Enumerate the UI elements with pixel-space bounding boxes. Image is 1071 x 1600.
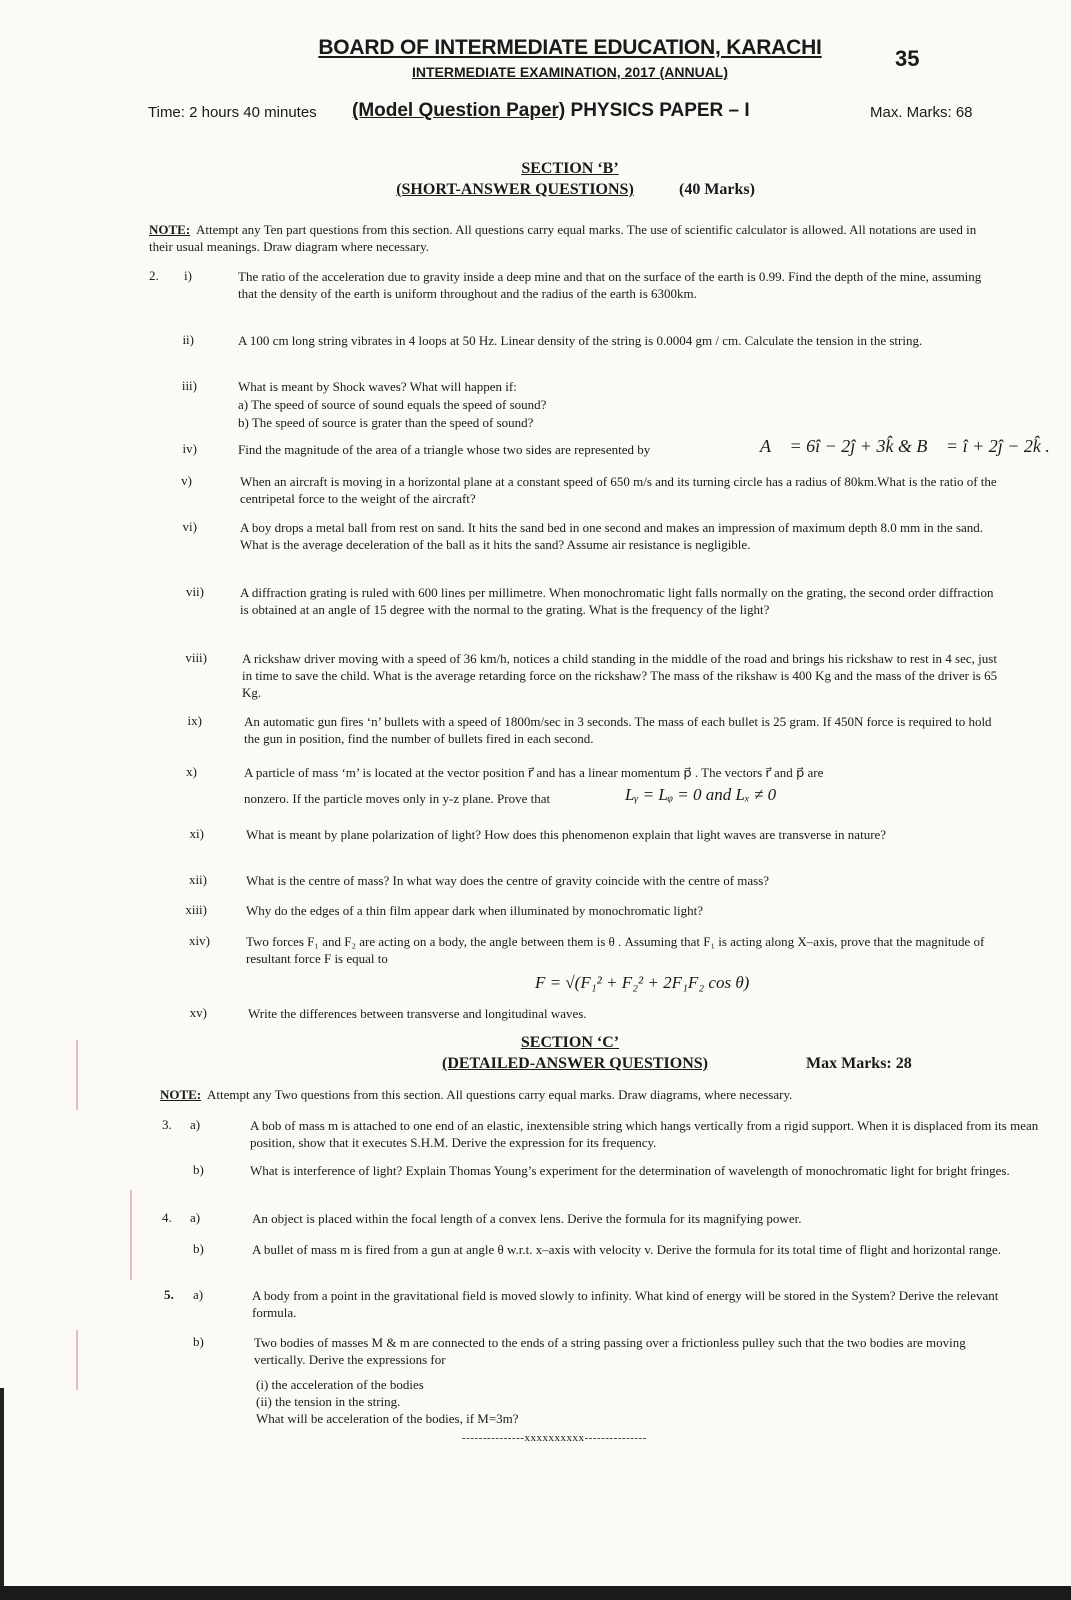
section-b-subtitle: (SHORT-ANSWER QUESTIONS)	[396, 181, 634, 198]
part-sub-a: a) The speed of source of sound equals the speed of sound?	[238, 397, 547, 412]
part-label: xi)	[189, 826, 204, 841]
part-sub-b: b) The speed of source is grater than the speed of sound?	[238, 415, 534, 430]
section-c-note	[160, 1086, 980, 1103]
margin-mark	[76, 1330, 78, 1390]
part-label: v)	[181, 473, 192, 488]
scan-edge	[0, 1388, 4, 1600]
part-text: An object is placed within the focal length of a convex lens. Derive the formula for its magnifying power.	[252, 1211, 802, 1226]
sub-item: (ii) the tension in the string.	[256, 1394, 401, 1409]
part-text: Two forces F₁ and F₂ are acting on a body, the angle between them is θ . Assuming that F₁ is acting along X–axis, prove that the magnitude of resultant force F is equal to	[246, 934, 985, 966]
margin-mark	[130, 1190, 132, 1280]
note-label: NOTE:	[160, 1087, 202, 1102]
part-label: xv)	[189, 1005, 207, 1020]
part-label: a)	[190, 1210, 201, 1225]
part-text: When an aircraft is moving in a horizontal plane at a constant speed of 650 m/s and its turning circle has a radius of 80km.What is the ratio of the centripetal force to the weight of the aircraft?	[240, 474, 997, 506]
part-label: vi)	[182, 519, 197, 534]
section-b-title: SECTION ‘B’	[521, 160, 619, 177]
page-number: 35	[895, 46, 920, 71]
part-label: xiii)	[185, 902, 207, 917]
part-text: Two bodies of masses M & m are connected to the ends of a string passing over a frictionless pulley such that the two bodies are moving vertically. Derive the expressions for	[254, 1335, 966, 1367]
question-number: 4.	[162, 1210, 172, 1225]
part-text: What is meant by plane polarization of light? How does this phenomenon explain that light waves are transverse in nature?	[246, 827, 887, 842]
resultant-force-formula: F = √(F₁² + F₂² + 2F₁F₂ cos θ)	[535, 973, 750, 992]
part-text-continued: nonzero. If the particle moves only in y-z plane. Prove that	[244, 791, 551, 806]
section-b-marks: (40 Marks)	[679, 181, 755, 198]
section-c-title: SECTION ‘C’	[520, 1034, 620, 1051]
note-label: NOTE:	[149, 222, 191, 237]
part-text: A bob of mass m is attached to one end of an elastic, inextensible string which hangs vertically from a rigid support. When it is displaced from its mean position, show that it executes S.H.M. Derive the expression for its frequency.	[250, 1118, 1039, 1150]
part-label: b)	[193, 1241, 204, 1256]
time-allowed: Time: 2 hours 40 minutes	[148, 104, 317, 121]
question-number: 2.	[149, 268, 159, 283]
part-label: viii)	[185, 650, 207, 665]
part-text: A bullet of mass m is fired from a gun at angle θ w.r.t. x–axis with velocity v. Derive the formula for its total time of flight and horizontal range.	[252, 1242, 1001, 1257]
part-label: b)	[193, 1334, 204, 1349]
part-text: A diffraction grating is ruled with 600 lines per millimetre. When monochromatic light falls normally on the grating, the second order diffraction is obtained at an angle of 15 degree with the normal to the grating. What is the frequency of the light?	[240, 585, 994, 617]
part-text: What is interference of light? Explain Thomas Young’s experiment for the determination of wavelength of monochromatic light for bright fringes.	[250, 1163, 1010, 1178]
part-text: Why do the edges of a thin film appear dark when illuminated by monochromatic light?	[246, 903, 704, 918]
board-title: BOARD OF INTERMEDIATE EDUCATION, KARACHI	[318, 36, 822, 59]
part-text: A body from a point in the gravitational field is moved slowly to infinity. What kind of energy will be stored in the System? Derive the relevant formula.	[252, 1288, 999, 1320]
section-c-subtitle: (DETAILED-ANSWER QUESTIONS)	[442, 1055, 708, 1072]
part-label: vii)	[185, 584, 204, 599]
exam-title: INTERMEDIATE EXAMINATION, 2017 (ANNUAL)	[411, 64, 729, 80]
part-label: iii)	[181, 378, 197, 393]
part-label: a)	[193, 1287, 204, 1302]
part-text: An automatic gun fires ‘n’ bullets with a speed of 1800m/sec in 3 seconds. The mass of each bullet is 25 gram. If 450N force is required to hold the gun in position, find the number of bullets fired in each second.	[244, 714, 992, 746]
part-text: What is the centre of mass? In what way does the centre of gravity coincide with the centre of mass?	[246, 873, 770, 888]
section-c-marks: Max Marks: 28	[806, 1055, 912, 1072]
note-text: Attempt any Two questions from this section. All questions carry equal marks. Draw diagrams, where necessary.	[206, 1087, 793, 1102]
end-marker: ---------------xxxxxxxxxx---------------	[462, 1432, 647, 1444]
final-question: What will be acceleration of the bodies, if M=3m?	[256, 1411, 519, 1426]
paper-title-subject: PHYSICS PAPER – I	[565, 100, 750, 121]
part-label: iv)	[182, 441, 197, 456]
paper-title	[352, 100, 750, 122]
scan-bottom-edge	[0, 1586, 1071, 1600]
vector-formula: A⃗ = 6î − 2ĵ + 3k̂ & B⃗ = î + 2ĵ − 2k̂ .	[760, 436, 1050, 456]
question-number: 3.	[162, 1117, 172, 1132]
part-label: ii)	[182, 332, 194, 347]
margin-mark	[76, 1040, 78, 1110]
part-text: The ratio of the acceleration due to gravity inside a deep mine and that on the surface of the earth is 0.99. Find the depth of the mine, assuming that the density of the earth is uniform throughout and the radius of the earth is 6300km.	[238, 269, 982, 301]
part-text: A 100 cm long string vibrates in 4 loops at 50 Hz. Linear density of the string is 0.0004 gm / cm. Calculate the tension in the string.	[238, 333, 923, 348]
part-label: ix)	[187, 713, 202, 728]
part-label: b)	[193, 1162, 204, 1177]
note-text: Attempt any Ten part questions from this section. All questions carry equal marks. The use of scientific calculator is allowed. All notations are used in their usual meanings. Draw diagram where necessary.	[149, 222, 977, 254]
part-label: x)	[186, 764, 197, 779]
sub-item: (i) the acceleration of the bodies	[256, 1377, 424, 1392]
paper-title-model: (Model Question Paper)	[352, 100, 566, 121]
part-text: A rickshaw driver moving with a speed of 36 km/h, notices a child standing in the middle of the road and brings his rickshaw to rest in 4 sec, just in time to save the child. What is the average retarding force on the rickshaw? The mass of the rikshaw is 400 Kg and the mass of the driver is 65 Kg.	[242, 651, 998, 700]
angular-momentum-formula: Lᵧ = Lᵩ = 0 and Lₓ ≠ 0	[625, 785, 777, 804]
part-label: xiv)	[189, 933, 210, 948]
part-text: A particle of mass ‘m’ is located at the vector position r⃗ and has a linear momentum p⃗ . The vectors r⃗ and p⃗ are	[244, 765, 824, 780]
part-text: Find the magnitude of the area of a triangle whose two sides are represented by	[238, 442, 651, 457]
part-text: Write the differences between transverse and longitudinal waves.	[248, 1006, 587, 1021]
part-label: a)	[190, 1117, 201, 1132]
part-text: What is meant by Shock waves? What will happen if:	[238, 379, 517, 394]
max-marks: Max. Marks: 68	[870, 104, 973, 121]
part-label: i)	[184, 268, 192, 283]
question-number: 5.	[164, 1287, 174, 1302]
section-b-note	[149, 221, 979, 255]
part-text: A boy drops a metal ball from rest on sand. It hits the sand bed in one second and makes an impression of maximum depth 8.0 mm in the sand. What is the average deceleration of the ball as it hits the sand? Assume air resistance is negligible.	[240, 520, 984, 552]
part-label: xii)	[188, 872, 207, 887]
